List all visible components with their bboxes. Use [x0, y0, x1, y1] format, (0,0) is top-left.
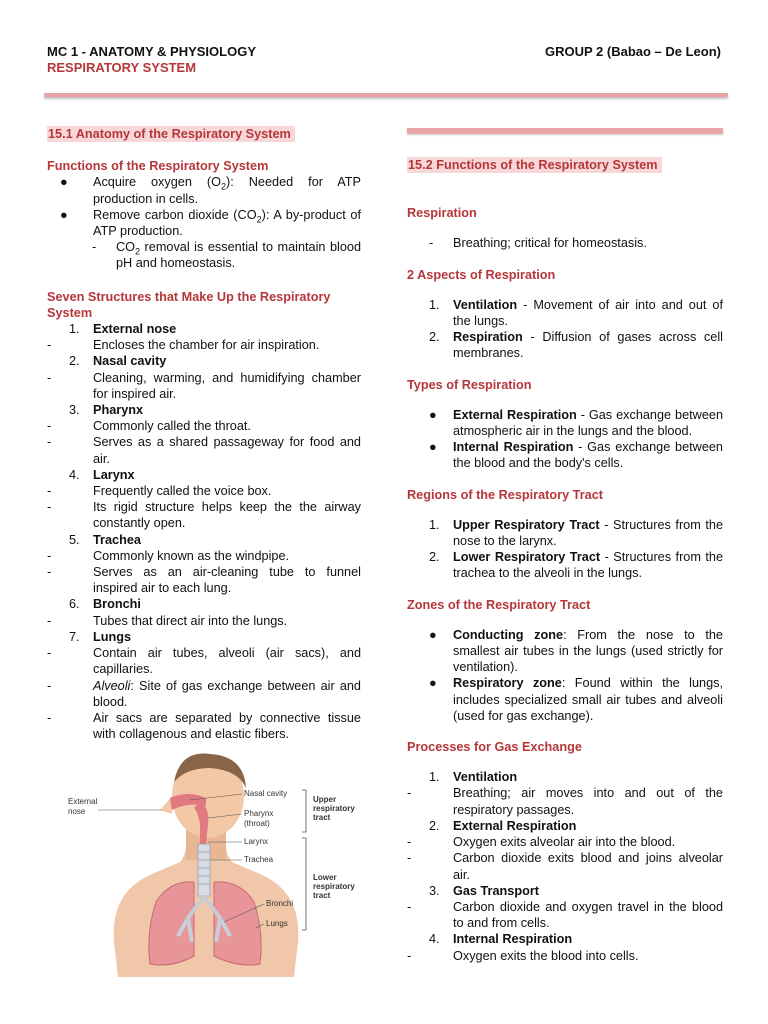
- list-item: - Carbon dioxide exits blood and joins alveolar air.: [407, 851, 723, 882]
- list-item: - Air sacs are separated by connective tissue with collagenous and elastic fibers.: [47, 710, 361, 742]
- process-item: 3. Gas Transport: [429, 883, 540, 898]
- aspects-list: [407, 297, 723, 362]
- list-item: - Its rigid structure helps keep the the airway constantly open.: [47, 500, 361, 531]
- list-item: - $CO_2$ removal is essential to maintain blood pH and homeostasis.: [92, 240, 361, 271]
- process-item: 2. External Respiration: [429, 818, 577, 833]
- label-lungs: Lungs: [266, 919, 288, 928]
- svg-text:respiratory: respiratory: [313, 882, 355, 891]
- structure-item: 4. Larynx: [69, 467, 135, 482]
- structure-item: 2. Nasal cavity: [69, 354, 167, 369]
- svg-text:tract: tract: [313, 813, 331, 822]
- structure-item: 6. Bronchi: [69, 597, 141, 612]
- course-title: MC 1 - ANATOMY & PHYSIOLOGY: [47, 44, 256, 59]
- right-column-divider: [407, 128, 723, 134]
- process-item: 1. Ventilation: [429, 770, 518, 785]
- list-item: - Breathing; critical for homeostasis.: [429, 236, 647, 251]
- processes-list: [407, 769, 723, 963]
- list-item: ● Internal Respiration - Gas exchange between the blood and the body's cells.: [429, 440, 723, 471]
- aspects-heading: 2 Aspects of Respiration: [407, 267, 556, 282]
- list-item: - Serves as a shared passageway for food and air.: [47, 435, 361, 466]
- regions-list: [407, 517, 723, 582]
- right-column: [407, 157, 723, 964]
- list-item: - Alveoli: Site of gas exchange between air and blood.: [47, 678, 361, 709]
- respiration-heading: Respiration: [407, 206, 477, 221]
- bullet-marker: ●: [60, 207, 68, 222]
- svg-text:nose: nose: [68, 807, 86, 816]
- list-item: - Serves as an air-cleaning tube to funnel inspired air to each lung.: [47, 565, 361, 596]
- list-item: ● Respiratory zone: Found within the lungs, includes specialized small air tubes and alveoli (used for gas exchange).: [429, 676, 723, 723]
- list-item: - Oxygen exits alveolar air into the blood.: [407, 835, 676, 850]
- list-item: - Carbon dioxide and oxygen travel in the blood to and from cells.: [407, 899, 723, 931]
- structure-item: 1. External nose: [69, 322, 177, 337]
- list-item: - Cleaning, warming, and humidifying chamber for inspired air.: [47, 370, 361, 401]
- process-item: 4. Internal Respiration: [429, 932, 573, 947]
- label-nasal-cavity: Nasal cavity: [244, 789, 288, 798]
- list-item: - Frequently called the voice box.: [47, 484, 272, 499]
- list-item: 2. Respiration - Diffusion of gases across cell membranes.: [429, 330, 723, 361]
- section-title-15-1: 15.1 Anatomy of the Respiratory System: [47, 126, 295, 142]
- subject-title: RESPIRATORY SYSTEM: [47, 60, 197, 75]
- list-item: - Tubes that direct air into the lungs.: [47, 613, 288, 628]
- list-item: 1. Ventilation - Movement of air into and out of the lungs.: [429, 297, 723, 329]
- group-label: GROUP 2 (Babao – De Leon): [544, 44, 721, 59]
- list-item: - Contain air tubes, alveoli (air sacs), and capillaries.: [47, 646, 361, 677]
- label-upper-tract: Upper: [313, 795, 337, 804]
- zones-list: [407, 627, 723, 724]
- functions-heading: Functions of the Respiratory System: [47, 159, 269, 174]
- list-item: 1. Upper Respiratory Tract - Structures from the nose to the larynx.: [429, 517, 724, 549]
- label-bronchi: Bronchi: [266, 899, 294, 908]
- list-item: ● External Respiration - Gas exchange between atmospheric air in the lungs and the blood.: [429, 407, 723, 439]
- list-item: 2. Lower Respiratory Tract - Structures from the trachea to the alveoli in the lungs.: [429, 550, 724, 581]
- section-title-15-2: 15.2 Functions of the Respiratory System: [407, 157, 662, 173]
- left-column: [47, 126, 361, 742]
- header-divider: [44, 93, 728, 97]
- label-trachea: Trachea: [244, 855, 274, 864]
- list-item: ● Remove carbon dioxide $(CO_2)$: A by-product of ATP production.: [60, 207, 361, 239]
- label-pharynx: Pharynx: [244, 809, 274, 818]
- label-external-nose: External: [68, 797, 98, 806]
- list-item: - Oxygen exits the blood into cells.: [407, 948, 639, 963]
- label-larynx: Larynx: [244, 837, 269, 846]
- list-item: - Encloses the chamber for air inspiration.: [47, 338, 320, 353]
- list-item: ● Acquire oxygen $(O_2)$: Needed for ATP production in cells.: [60, 175, 362, 206]
- zones-heading: Zones of the Respiratory Tract: [407, 597, 591, 612]
- svg-text:respiratory: respiratory: [313, 804, 355, 813]
- bullet-marker: ●: [60, 175, 68, 190]
- list-item: ● Conducting zone: From the nose to the smallest air tubes in the lungs (used strictly for ventilation).: [429, 627, 723, 675]
- svg-text:(throat): (throat): [244, 819, 270, 828]
- respiratory-anatomy-figure: [60, 752, 370, 977]
- regions-heading: Regions of the Respiratory Tract: [407, 487, 603, 502]
- processes-heading: Processes for Gas Exchange: [407, 740, 582, 755]
- structures-list: [47, 321, 361, 677]
- list-item: - Commonly known as the windpipe.: [47, 548, 290, 563]
- list-item: - Breathing; air moves into and out of the respiratory passages.: [407, 786, 723, 817]
- document-header: [47, 44, 256, 76]
- types-heading: Types of Respiration: [407, 377, 532, 392]
- list-item: - Commonly called the throat.: [47, 419, 251, 434]
- label-lower-tract: Lower: [313, 873, 337, 882]
- types-list: [407, 407, 723, 472]
- structure-item: 5. Trachea: [69, 532, 141, 547]
- svg-text:tract: tract: [313, 891, 331, 900]
- structure-item: 3. Pharynx: [69, 403, 144, 418]
- seven-structures-heading: Seven Structures that Make Up the Respiratory System: [47, 289, 331, 320]
- structure-item: 7. Lungs: [69, 629, 132, 644]
